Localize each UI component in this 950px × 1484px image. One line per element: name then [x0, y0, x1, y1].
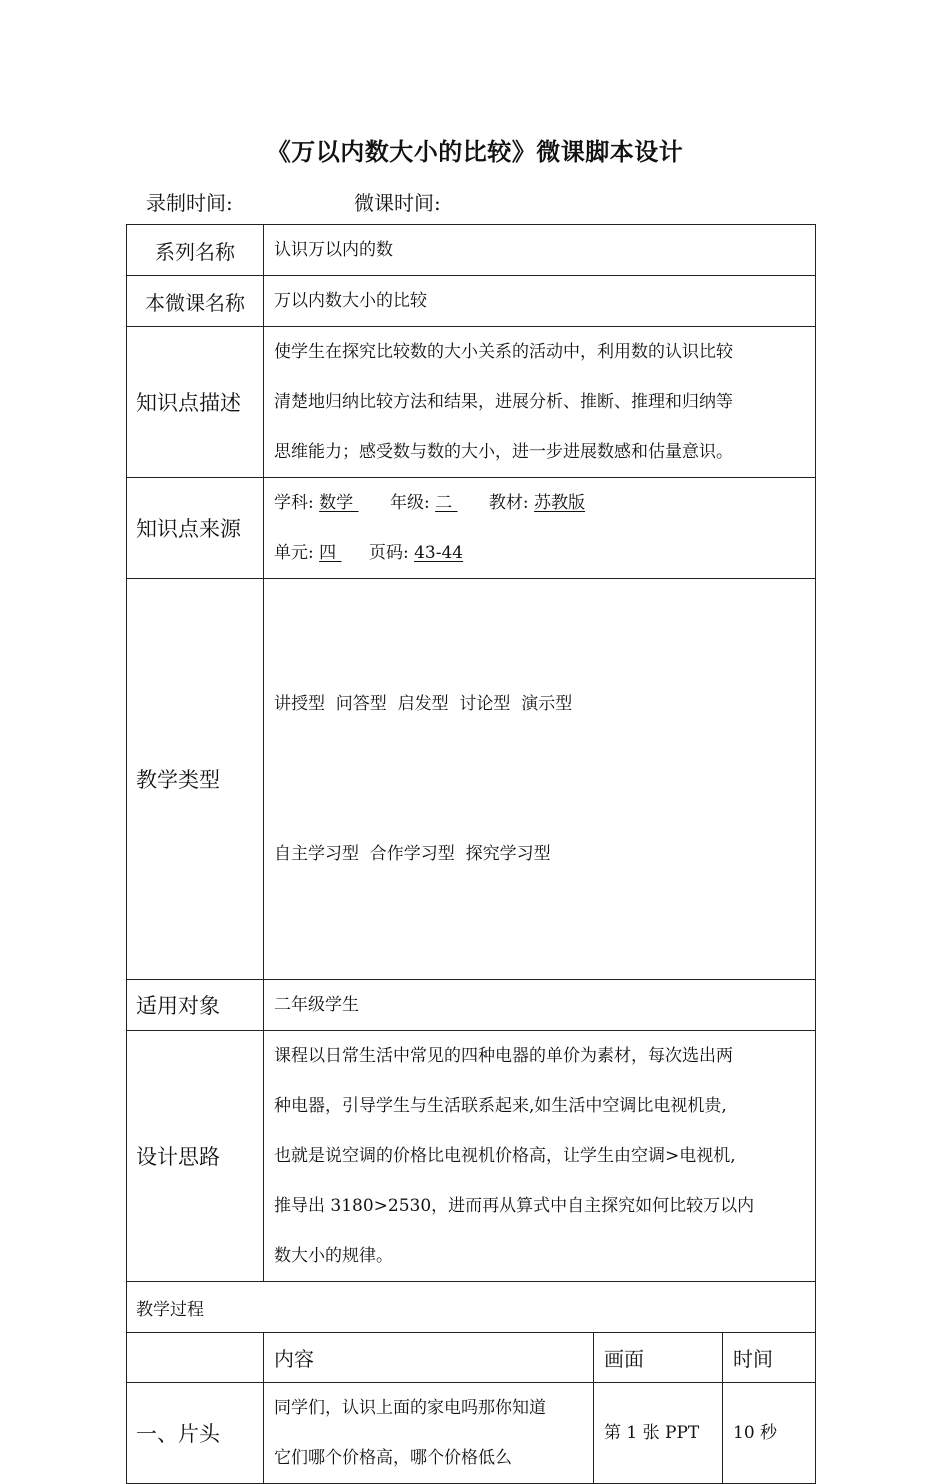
record-time-label: 录制时间: — [146, 191, 233, 215]
process-header-stage — [127, 1333, 264, 1383]
course-value: 万以内数大小的比较 — [264, 276, 816, 327]
design-line: 数大小的规律。 — [274, 1246, 393, 1266]
design-line: 课程以日常生活中常见的四种电器的单价为素材，每次选出两 — [274, 1046, 733, 1066]
row-audience — [127, 980, 816, 1031]
grade-value: 二 — [435, 493, 458, 513]
process-label: 教学过程 — [127, 1282, 816, 1333]
knowledge-desc-text — [264, 327, 816, 478]
process-time: 10 秒 — [723, 1383, 816, 1484]
audience-label: 适用对象 — [127, 980, 264, 1031]
row-source — [127, 478, 816, 579]
series-label: 系列名称 — [127, 225, 264, 276]
teaching-type-label: 教学类型 — [127, 579, 264, 980]
course-label: 本微课名称 — [127, 276, 264, 327]
series-value: 认识万以内的数 — [264, 225, 816, 276]
knowledge-desc-line: 思维能力；感受数与数的大小，进一步进展数感和估量意识。 — [274, 442, 733, 462]
process-screen: 第 1 张 PPT — [594, 1383, 723, 1484]
source-details — [264, 478, 816, 579]
row-design — [127, 1031, 816, 1282]
audience-value: 二年级学生 — [264, 980, 816, 1031]
micro-time-label: 微课时间: — [354, 191, 441, 215]
teaching-type-line: 自主学习型 合作学习型 探究学习型 — [274, 844, 551, 864]
process-row — [127, 1383, 816, 1484]
source-line-1 — [274, 478, 809, 528]
page-value: 43-44 — [414, 543, 464, 563]
process-header-screen: 画面 — [594, 1333, 723, 1383]
row-process — [127, 1282, 816, 1333]
row-knowledge-desc — [127, 327, 816, 478]
process-content-line: 它们哪个价格高，哪个价格低么 — [274, 1448, 512, 1468]
process-content-line: 同学们，认识上面的家电吗那你知道 — [274, 1398, 546, 1418]
process-content — [264, 1383, 594, 1484]
design-text — [264, 1031, 816, 1282]
document-title: 《万以内数大小的比较》微课脚本设计 — [266, 138, 684, 166]
design-line: 种电器，引导学生与生活联系起来,如生活中空调比电视机贵, — [274, 1096, 727, 1116]
process-header-content: 内容 — [264, 1333, 594, 1383]
process-stage: 一、片头 — [127, 1383, 264, 1484]
design-line: 推导出 3180>2530，进而再从算式中自主探究如何比较万以内 — [274, 1196, 755, 1216]
teaching-type-line: 讲授型 问答型 启发型 讨论型 演示型 — [274, 694, 573, 714]
process-header-time: 时间 — [723, 1333, 816, 1383]
subject-value: 数学 — [319, 493, 359, 513]
row-series — [127, 225, 816, 276]
page-label: 页码: — [368, 543, 409, 563]
textbook-value: 苏教版 — [534, 493, 586, 513]
knowledge-desc-line: 使学生在探究比较数的大小关系的活动中，利用数的认识比较 — [274, 342, 733, 362]
knowledge-desc-line: 清楚地归纳比较方法和结果，进展分析、推断、推理和归纳等 — [274, 392, 733, 412]
source-line-2 — [274, 528, 809, 578]
design-line: 也就是说空调的价格比电视机价格高，让学生由空调>电视机, — [274, 1146, 736, 1166]
unit-label: 单元: — [274, 543, 314, 563]
script-table — [126, 224, 816, 1484]
source-label: 知识点来源 — [127, 478, 264, 579]
row-course — [127, 276, 816, 327]
subject-label: 学科: — [274, 493, 314, 513]
unit-value: 四 — [319, 543, 342, 563]
design-label: 设计思路 — [127, 1031, 264, 1282]
knowledge-desc-label: 知识点描述 — [127, 327, 264, 478]
textbook-label: 教材: — [488, 493, 529, 513]
teaching-type-text — [264, 579, 816, 980]
process-header-row — [127, 1333, 816, 1383]
row-teaching-type — [127, 579, 816, 980]
grade-label: 年级: — [389, 493, 430, 513]
